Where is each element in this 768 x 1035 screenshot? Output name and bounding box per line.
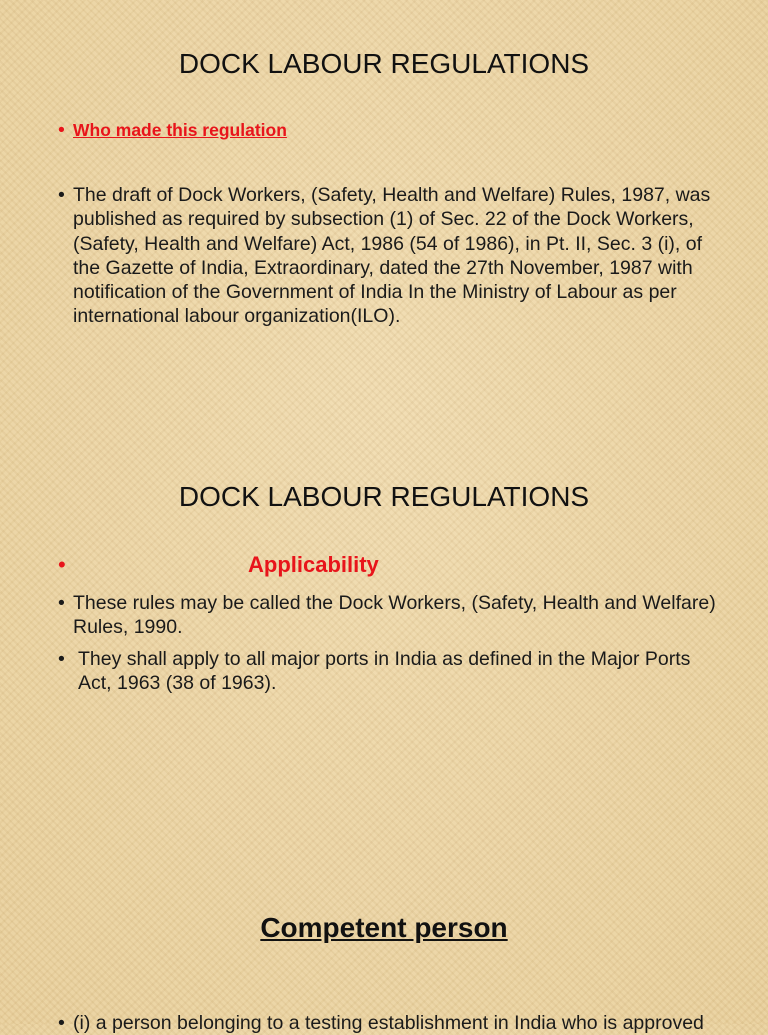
slide3-heading: Competent person xyxy=(260,912,508,943)
slide2-bullet-1-text: These rules may be called the Dock Workers, (Safety, Health and Welfare) Rules, 1990. xyxy=(73,592,716,639)
slide3-partial-text: (i) a person belonging to a testing establishment in India who is approved xyxy=(73,1012,704,1034)
bullet-dot: • xyxy=(58,119,65,141)
slide1-body-text: The draft of Dock Workers, (Safety, Health and Welfare) Rules, 1987, was published as required by subsection (1) of Sec. 22 of the Dock Workers, (Safety, Health and Welfare) Act, 1986 (54 of 1986), in Pt. II, Sec. 3 (i), of the Gazette of India, Extraordinary, dated the 27th November, 1987 with notification of the Government of India In the Ministry of Labour as per international labour organization(ILO). xyxy=(73,184,711,328)
slide2-bullet-2 xyxy=(58,647,718,696)
slide1-title: DOCK LABOUR REGULATIONS xyxy=(178,48,590,79)
bullet-dot: • xyxy=(58,592,65,614)
slide2-title: DOCK LABOUR REGULATIONS xyxy=(178,481,590,512)
slide2-subheading-bullet xyxy=(58,553,718,578)
slide2-bullet-1 xyxy=(58,591,718,640)
slide1-body-bullet xyxy=(58,183,718,329)
bullet-dot: • xyxy=(58,648,65,670)
slide2-subheading: Applicability xyxy=(248,552,379,577)
slide2-bullet-2-text: They shall apply to all major ports in India as defined in the Major Ports Act, 1963 (38 of 1963). xyxy=(78,648,691,695)
bullet-dot: • xyxy=(58,184,65,206)
bullet-dot: • xyxy=(58,552,66,577)
slide1-subheading-bullet xyxy=(58,118,718,142)
slide3-partial-bullet xyxy=(58,1011,758,1035)
slide1-subheading: Who made this regulation xyxy=(73,120,287,140)
bullet-dot: • xyxy=(58,1012,65,1034)
